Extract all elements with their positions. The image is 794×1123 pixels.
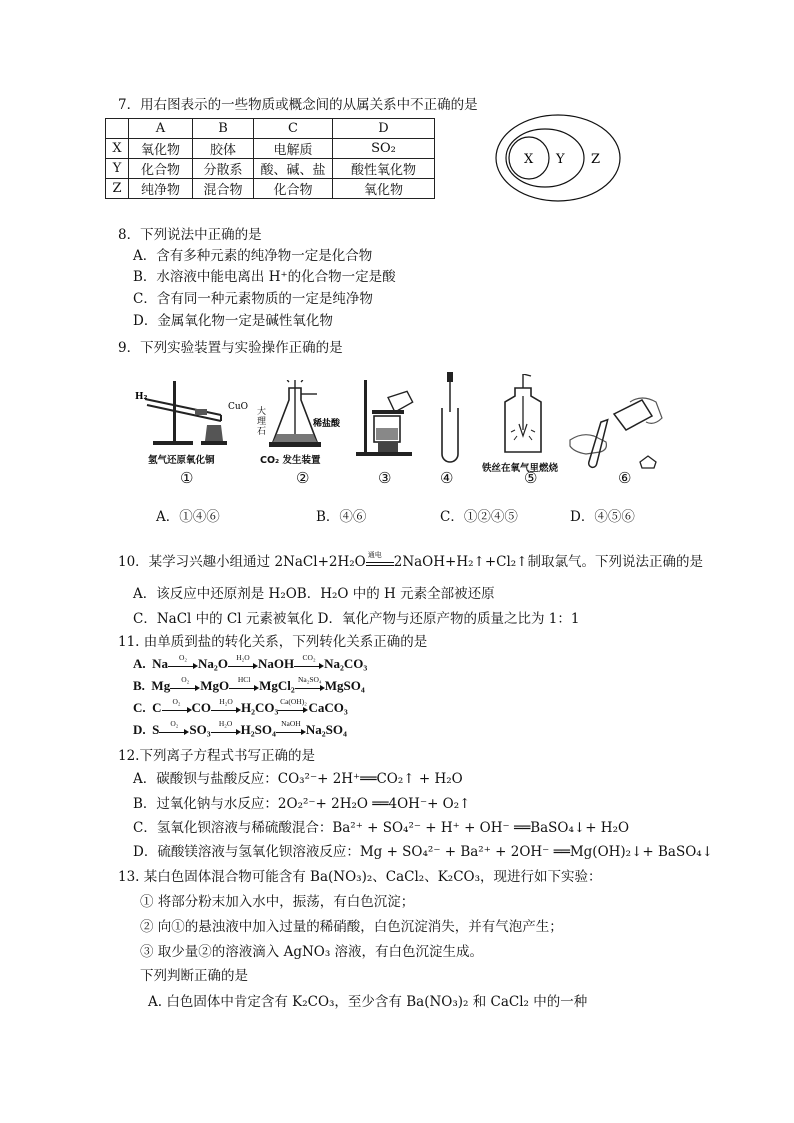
q10-stem-pre: 10．某学习兴趣小组通过 2NaCl+2H₂O [118, 554, 366, 570]
label-marble-1: 大 [257, 407, 267, 417]
caption-apparatus-5: 铁丝在氧气里燃烧 [482, 463, 559, 474]
q13-stem: 13. 某白色固体混合物可能含有 Ba(NO₃)₂、CaCl₂、K₂CO₃，现进行如下实验： [118, 869, 602, 885]
q7-table [105, 118, 435, 199]
venn-label-z: Z [591, 152, 601, 167]
q10-options-line-1: A．该反应中还原剂是 H₂OB．H₂O 中的 H 元素全部被还原 [133, 586, 495, 602]
table-cell: C [254, 119, 333, 139]
table-row [106, 139, 435, 159]
q8-option-c: C．含有同一种元素物质的一定是纯净物 [133, 291, 373, 307]
apparatus-2-co2-generator [255, 380, 355, 452]
table-header-row [106, 119, 435, 139]
q9-option-d: D．④⑤⑥ [570, 509, 635, 525]
q8-option-a: A．含有多种元素的纯净物一定是化合物 [133, 248, 373, 264]
q10-options-line-2: C．NaCl 中的 Cl 元素被氧化 D．氧化产物与还原产物的质量之比为 1：1 [133, 611, 580, 627]
table-cell: 电解质 [254, 139, 333, 159]
venn-label-y: Y [556, 152, 565, 167]
q13-option-a: A. 白色固体中肯定含有 K₂CO₃，至少含有 Ba(NO₃)₂ 和 CaCl₂ 中的一种 [148, 994, 588, 1010]
number-4: ④ [440, 469, 454, 487]
q12-option-a: A．碳酸钡与盐酸反应：CO₃²⁻+ 2H⁺══CO₂↑ + H₂O [133, 771, 463, 787]
q11-stem: 11. 由单质到盐的转化关系，下列转化关系正确的是 [118, 634, 428, 650]
q13-step-1: ① 将部分粉末加入水中，振荡，有白色沉淀； [140, 894, 415, 910]
table-cell: 混合物 [193, 179, 254, 199]
table-cell: 酸性氧化物 [333, 159, 435, 179]
table-cell: 分散系 [193, 159, 254, 179]
table-cell [106, 119, 129, 139]
table-cell: SO₂ [333, 139, 435, 159]
caption-apparatus-1: 氢气还原氧化铜 [148, 455, 215, 466]
q13-step-3: ③ 取少量②的溶液滴入 AgNO₃ 溶液，有白色沉淀生成。 [140, 944, 484, 960]
q11-option-a: A. Na O₂ Na₂O H₂O NaOH CO₂ Na₂CO₃ [133, 653, 368, 671]
q11-option-b: B. Mg O₂ MgO HCl MgCl₂ Na₂SO₄ MgSO₄ [133, 675, 365, 693]
q7-stem: 7．用右图表示的一些物质或概念间的从属关系中不正确的是 [118, 97, 478, 113]
q10-stem-post: 2NaOH+H₂↑+Cl₂↑制取氯气。下列说法正确的是 [393, 554, 704, 570]
label-marble-3: 石 [257, 427, 267, 437]
label-dilute-hcl: 稀盐酸 [313, 419, 341, 429]
q10-electrolysis-arrow [366, 551, 394, 566]
venn-label-x: X [524, 152, 534, 167]
q10-over-arrow: 通电 [367, 551, 382, 559]
number-3: ③ [378, 469, 392, 487]
venn-diagram [494, 112, 624, 204]
table-row [106, 159, 435, 179]
q9-option-b: B．④⑥ [316, 509, 367, 525]
q12-option-b: B．过氧化钠与水反应：2O₂²⁻+ 2H₂O ══4OH⁻+ O₂↑ [133, 796, 471, 812]
number-5: ⑤ [524, 469, 538, 487]
table-cell: 酸、碱、盐 [254, 159, 333, 179]
table-cell: 氧化物 [333, 179, 435, 199]
apparatus-3-evaporation [352, 376, 422, 458]
q9-option-c: C．①②④⑤ [440, 509, 518, 525]
q10-stem [118, 553, 703, 571]
q9-stem: 9．下列实验装置与实验操作正确的是 [118, 340, 343, 356]
number-1: ① [180, 469, 194, 487]
table-cell: 纯净物 [129, 179, 193, 199]
table-cell: B [193, 119, 254, 139]
q8-option-b: B．水溶液中能电离出 H⁺的化合物一定是酸 [133, 269, 396, 285]
number-2: ② [296, 469, 310, 487]
table-cell: 化合物 [129, 159, 193, 179]
apparatus-4-dropper-test-tube [438, 372, 462, 464]
q12-stem: 12.下列离子方程式书写正确的是 [118, 748, 315, 764]
table-cell: A [129, 119, 193, 139]
table-row [106, 179, 435, 199]
table-cell: 化合物 [254, 179, 333, 199]
label-cuo: CuO [228, 402, 249, 412]
number-6: ⑥ [618, 469, 632, 487]
table-cell: Z [106, 179, 129, 199]
q12-option-d: D．硫酸镁溶液与氢氧化钡溶液反应：Mg + SO₄²⁻ + Ba²⁺ + 2OH⁻ ══Mg(OH)₂↓+ BaSO₄↓ [133, 844, 714, 860]
table-cell: Y [106, 159, 129, 179]
q13-judge: 下列判断正确的是 [140, 968, 248, 984]
table-cell: 氧化物 [129, 139, 193, 159]
caption-apparatus-2: CO₂ 发生装置 [260, 455, 321, 466]
q12-option-c: C．氢氧化钡溶液与稀硫酸混合：Ba²⁺ + SO₄²⁻ + H⁺ + OH⁻ ══BaSO₄↓+ H₂O [133, 820, 630, 836]
label-marble-2: 理 [257, 417, 267, 427]
q11-option-d: D. S O₂ SO₃ H₂O H₂SO₄ NaOH Na₂SO₄ [133, 719, 347, 737]
table-cell: X [106, 139, 129, 159]
apparatus-6-pouring-liquid [568, 396, 678, 472]
q13-step-2: ② 向①的悬浊液中加入过量的稀硝酸，白色沉淀消失，并有气泡产生； [140, 919, 563, 935]
q8-stem: 8．下列说法中正确的是 [118, 227, 262, 243]
apparatus-1-hydrogen-reduction [135, 375, 255, 450]
q9-option-a: A．①④⑥ [156, 509, 220, 525]
q8-option-d: D．金属氧化物一定是碱性氧化物 [133, 313, 333, 329]
apparatus-5-iron-wire-bottle [497, 374, 557, 458]
table-cell: 胶体 [193, 139, 254, 159]
table-cell: D [333, 119, 435, 139]
q11-option-c: C. C O₂ CO H₂O H₂CO₃ Ca(OH)₂ CaCO₃ [133, 697, 348, 715]
label-h2: H₂ [135, 392, 148, 402]
